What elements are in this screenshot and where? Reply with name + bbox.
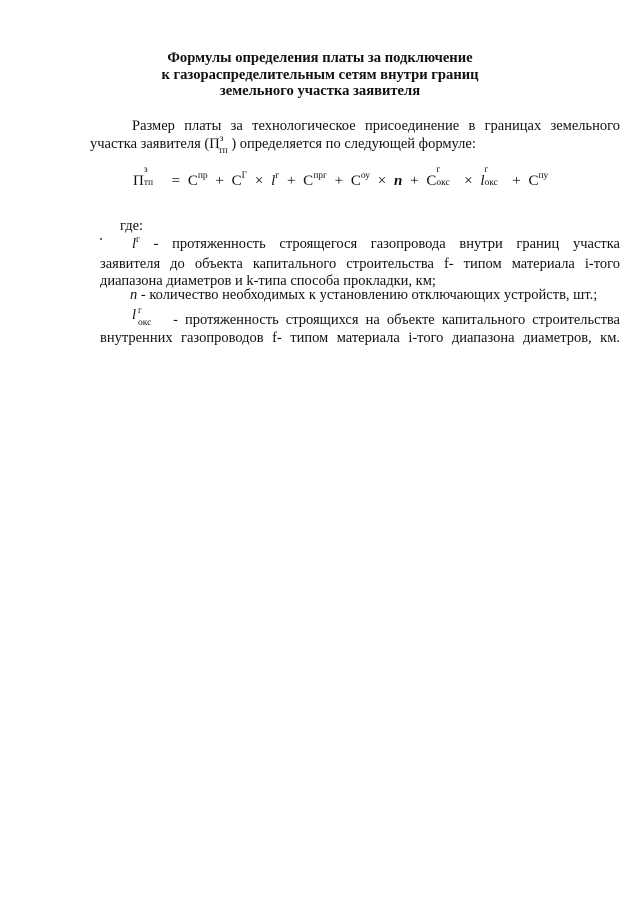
- formula-c5-sup: г: [436, 165, 441, 175]
- definition-l-oks-sub: окс: [138, 318, 152, 328]
- intro-paragraph: [90, 118, 620, 156]
- payment-formula: [133, 165, 573, 204]
- formula-plus-5: +: [512, 173, 521, 189]
- formula-c5: С: [426, 173, 437, 189]
- document-title: [110, 50, 530, 100]
- title-line-2: к газораспределительным сетям внутри границ: [161, 66, 479, 83]
- definition-l: [100, 235, 620, 291]
- definition-l-line-2: заявителя до объекта капитального строительства f- типом материала i-того: [100, 255, 620, 272]
- scan-dot: [100, 238, 102, 240]
- definition-l-oks: [100, 305, 620, 347]
- formula-l: l: [271, 173, 276, 189]
- intro-p-sup: з: [219, 133, 224, 144]
- formula-times-1: ×: [254, 173, 264, 189]
- definition-n-text: - количество необходимых к установлению отключающих устройств, шт.;: [137, 287, 598, 303]
- formula-times-2: ×: [377, 173, 387, 189]
- definition-l-text-1: - протяженность строящегося газопровода внутри границ участка: [153, 236, 620, 252]
- formula-c3: С: [303, 173, 314, 189]
- definition-l-oks-sup: г: [138, 306, 142, 316]
- formula-p-sub: тп: [143, 178, 154, 188]
- formula-plus-2: +: [286, 173, 296, 189]
- formula-c5-indices: [436, 165, 456, 190]
- formula-c6: С: [528, 173, 539, 189]
- intro-line-2: [90, 133, 620, 156]
- definition-l-oks-letter: l: [132, 307, 137, 323]
- intro-line-2-after: ) определяется по следующей формуле:: [227, 135, 476, 152]
- formula-c4: С: [350, 173, 361, 189]
- where-label: где:: [120, 218, 144, 234]
- formula-c6-sup: пу: [538, 171, 549, 181]
- formula-l2-sup: г: [484, 165, 489, 175]
- formula-c1: С: [187, 173, 198, 189]
- definition-l-oks-line-2: внутренних газопроводов f- типом материала i-того диапазона диаметров, км.: [100, 329, 620, 346]
- formula-c2-sup: Г: [241, 171, 248, 181]
- title-line-3: земельного участка заявителя: [219, 83, 421, 99]
- definition-l-sup: г: [136, 235, 140, 245]
- definition-n-symbol: n: [130, 287, 138, 303]
- formula-c4-sup: оу: [360, 171, 371, 181]
- formula-plus-4: +: [410, 173, 419, 189]
- definition-n: [130, 287, 620, 305]
- definition-l-oks-symbol: [132, 306, 166, 328]
- formula-c2: С: [231, 173, 242, 189]
- formula-times-3: ×: [464, 173, 473, 189]
- definition-l-line-3: диапазона диаметров и k-типа способа прокладки, км;: [100, 273, 436, 289]
- formula-plus-3: +: [334, 173, 344, 189]
- definition-l-letter: l: [132, 236, 137, 252]
- definition-l-line-1: [120, 236, 620, 256]
- formula-p: П: [133, 173, 144, 189]
- formula-l-sup: г: [275, 171, 280, 181]
- title-line-1: Формулы определения платы за подключение: [167, 50, 473, 66]
- intro-p-sub: тп: [218, 145, 228, 156]
- formula-plus-1: +: [215, 173, 224, 189]
- formula-c3-sup: прг: [313, 171, 327, 181]
- formula-l2-sub: окс: [484, 178, 498, 188]
- formula-l2-indices: [484, 165, 504, 190]
- formula-n: n: [394, 173, 403, 189]
- definition-l-symbol: [132, 236, 140, 252]
- formula-equals: =: [171, 173, 181, 189]
- intro-line-1: Размер платы за технологическое присоединение в границах земельного: [132, 118, 620, 134]
- definition-l-oks-line-1: [120, 306, 620, 330]
- definition-l-oks-text-1: - протяженность строящихся на объекте капитального строительства: [173, 312, 620, 328]
- formula-p-indices: [143, 165, 164, 190]
- formula-l2: l: [480, 173, 485, 189]
- formula-c5-sub: окс: [436, 178, 450, 188]
- formula-c1-sup: пр: [197, 171, 208, 181]
- formula-p-sup: з: [143, 165, 148, 175]
- intro-line-2-before: участка заявителя (П: [90, 135, 220, 152]
